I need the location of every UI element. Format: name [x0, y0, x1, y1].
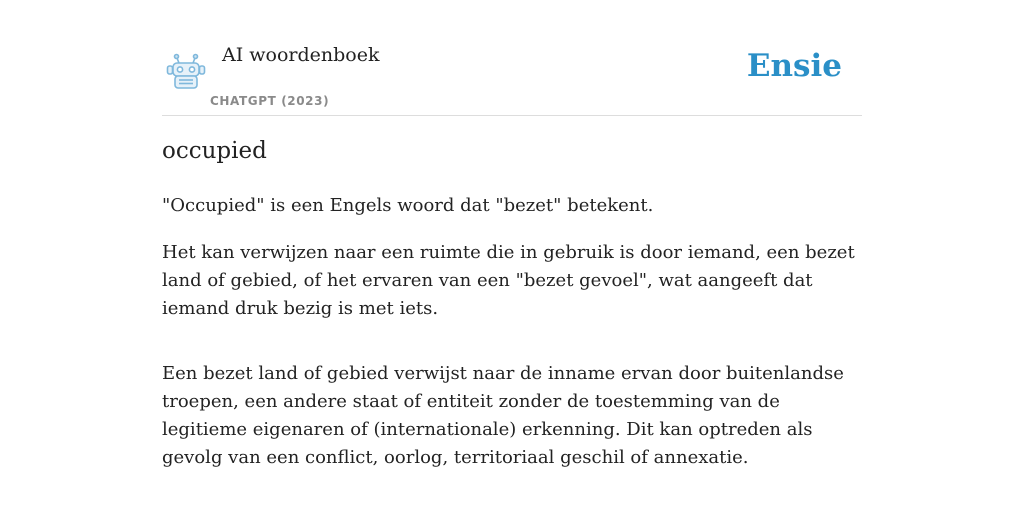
- source-header: [162, 0, 862, 116]
- source-title[interactable]: AI woordenboek: [222, 44, 380, 66]
- brand-logo[interactable]: Ensie: [746, 48, 842, 84]
- definition-paragraph: Het kan verwijzen naar een ruimte die in gebruik is door iemand, een bezet land of gebied, of het ervaren van een "bezet gevoel", wat aangeeft dat iemand druk bezig is met iets.: [162, 242, 855, 319]
- entry-definition: [162, 192, 862, 491]
- definition-paragraph: "Occupied" is een Engels woord dat "bezet" betekent.: [162, 195, 654, 216]
- dictionary-card: [162, 0, 862, 512]
- source-meta: CHATGPT (2023): [210, 94, 330, 108]
- entry-term: occupied: [162, 138, 267, 164]
- definition-paragraph: Een bezet land of gebied verwijst naar de inname ervan door buitenlandse troepen, een andere staat of entiteit zonder de toestemming van de legitieme eigenaren of (internationale) erkenning. Dit kan optreden als gevolg van een conflict, oorlog, territoriaal geschil of annexatie.: [162, 363, 844, 468]
- robot-icon: [166, 52, 206, 90]
